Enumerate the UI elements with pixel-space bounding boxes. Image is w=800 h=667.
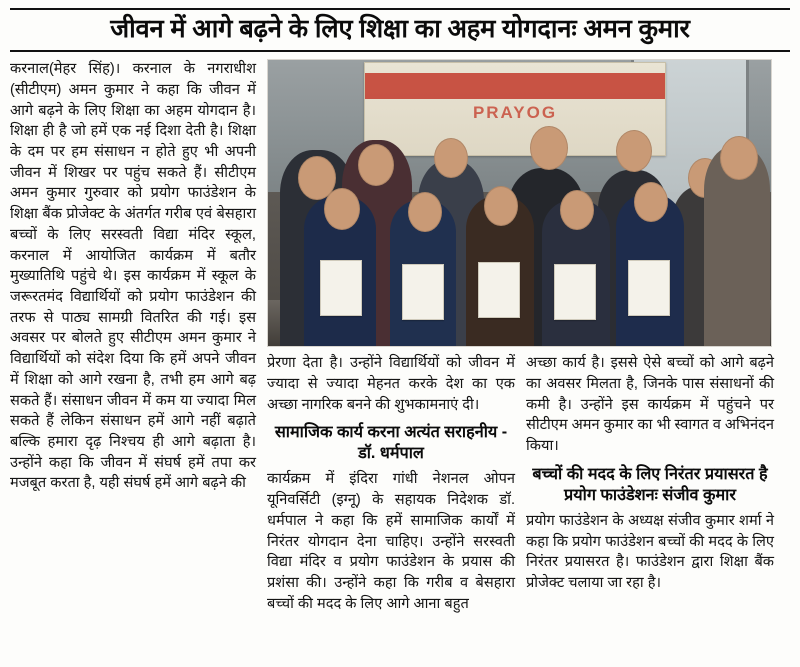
article-body bbox=[10, 59, 790, 619]
photo-booklet bbox=[402, 264, 444, 320]
photo-person-head bbox=[358, 144, 394, 186]
photo-person-head bbox=[530, 126, 568, 170]
photo-person-head bbox=[720, 136, 758, 180]
sub-headline: बच्चों की मदद के लिए निरंतर प्रयासरत है प्रयोग फाउंडेशनः संजीव कुमार bbox=[532, 464, 768, 504]
photo-booklet bbox=[478, 262, 520, 318]
lower-columns bbox=[267, 353, 775, 619]
banner-text: PRAYOG bbox=[472, 103, 558, 123]
paragraph: करनाल(मेहर सिंह)। करनाल के नगराधीश (सीटीएम) अमन कुमार ने कहा कि जीवन में आगे बढ़ने के लिए शिक्षा का अहम योगदान है। शिक्षा ही है जो हमें एक नई दिशा देती है। शिक्षा के दम पर हम संसाधन न होते हुए भी अपनी जीवन में शिखर पर पहुंच सकते हैं। सीटीएम अमन कुमार गुरुवार को प्रयोग फाउंडेशन के शिक्षा बैंक प्रोजेक्ट के अंतर्गत गरीब एवं बेसहारा बच्चों के लिए सरस्वती विद्या मंदिर स्कूल, करनाल में आयोजित कार्यक्रम में बतौर मुख्यातिथि पहुंचे थे। इस कार्यक्रम में स्कूल के जरूरतमंद विद्यार्थियों को प्रयोग फाउंडेशन की तरफ से पाठ्य सामग्री वितरित की गई। इस अवसर पर बोलते हुए सीटीएम अमन कुमार ने विद्यार्थियों को संदेश दिया कि हमें अपने जीवन में शिक्षा को आगे रखना है, तभी हम आगे बढ़ सकते हैं। संसाधन जीवन में कम या ज्यादा मिल सकते हैं लेकिन संसाधन हमें आगे नहीं बढ़ाते बल्कि हमारा दृढ़ निश्चय ही आगे बढ़ाता है। उन्होंने कहा कि जीवन में संघर्ष हमें तपा कर मजबूत करता है, यही संघर्ष हमें आगे बढ़ने की bbox=[10, 61, 256, 492]
column-middle bbox=[267, 353, 515, 619]
photo-booklet bbox=[628, 260, 670, 316]
page-title: जीवन में आगे बढ़ने के लिए शिक्षा का अहम योगदानः अमन कुमार bbox=[110, 15, 690, 43]
column-left bbox=[10, 59, 256, 499]
photo-booklet bbox=[320, 260, 362, 316]
sub-headline: सामाजिक कार्य करना अत्यंत सराहनीय - डॉ. धर्मपाल bbox=[274, 423, 508, 463]
photo-booklet bbox=[554, 264, 596, 320]
paragraph: कार्यक्रम में इंदिरा गांधी नेशनल ओपन यूनिवर्सिटी (इग्नू) के सहायक निदेशक डॉ. धर्मपाल ने कहा कि हमें सामाजिक कार्यों में निरंतर योगदान देना चाहिए। उन्होंने सरस्वती विद्या मंदिर व प्रयोग फाउंडेशन के प्रयास की प्रशंसा की। उन्होंने कहा कि गरीब व बेसहारा बच्चों की मदद के लिए आगे आना बहुत bbox=[267, 471, 515, 612]
column-center-and-right bbox=[267, 59, 775, 619]
photo-student-head bbox=[634, 182, 668, 222]
photo-student-head bbox=[484, 186, 518, 226]
headline-container bbox=[10, 8, 790, 52]
article-photo bbox=[267, 59, 772, 347]
paragraph: प्रयोग फाउंडेशन के अध्यक्ष संजीव कुमार शर्मा ने कहा कि प्रयोग फाउंडेशन बच्चों की मदद के लिए निरंतर प्रयासरत है। फाउंडेशन द्वारा शिक्षा बैंक प्रोजेक्ट चलाया जा रहा है। bbox=[526, 512, 774, 591]
photo-student-head bbox=[560, 190, 594, 230]
photo-person-head bbox=[434, 138, 468, 178]
photo-student-head bbox=[324, 188, 360, 230]
paragraph: प्रेरणा देता है। उन्होंने विद्यार्थियों को जीवन में ज्यादा से ज्यादा मेहनत करके देश का एक अच्छा नागरिक बनने की शुभकामनाएं दी। bbox=[267, 355, 515, 413]
banner-stripe bbox=[365, 73, 665, 99]
photo-student-head bbox=[408, 192, 442, 232]
photo-person-head bbox=[616, 130, 652, 172]
paragraph: अच्छा कार्य है। इससे ऐसे बच्चों को आगे बढ़ने का अवसर मिलता है, जिनके पास संसाधनों की कमी है। उन्होंने इस कार्यक्रम में पहुंचने पर सीटीएम अमन कुमार का भी स्वागत व अभिनंदन किया। bbox=[526, 355, 775, 454]
column-right bbox=[526, 353, 774, 599]
